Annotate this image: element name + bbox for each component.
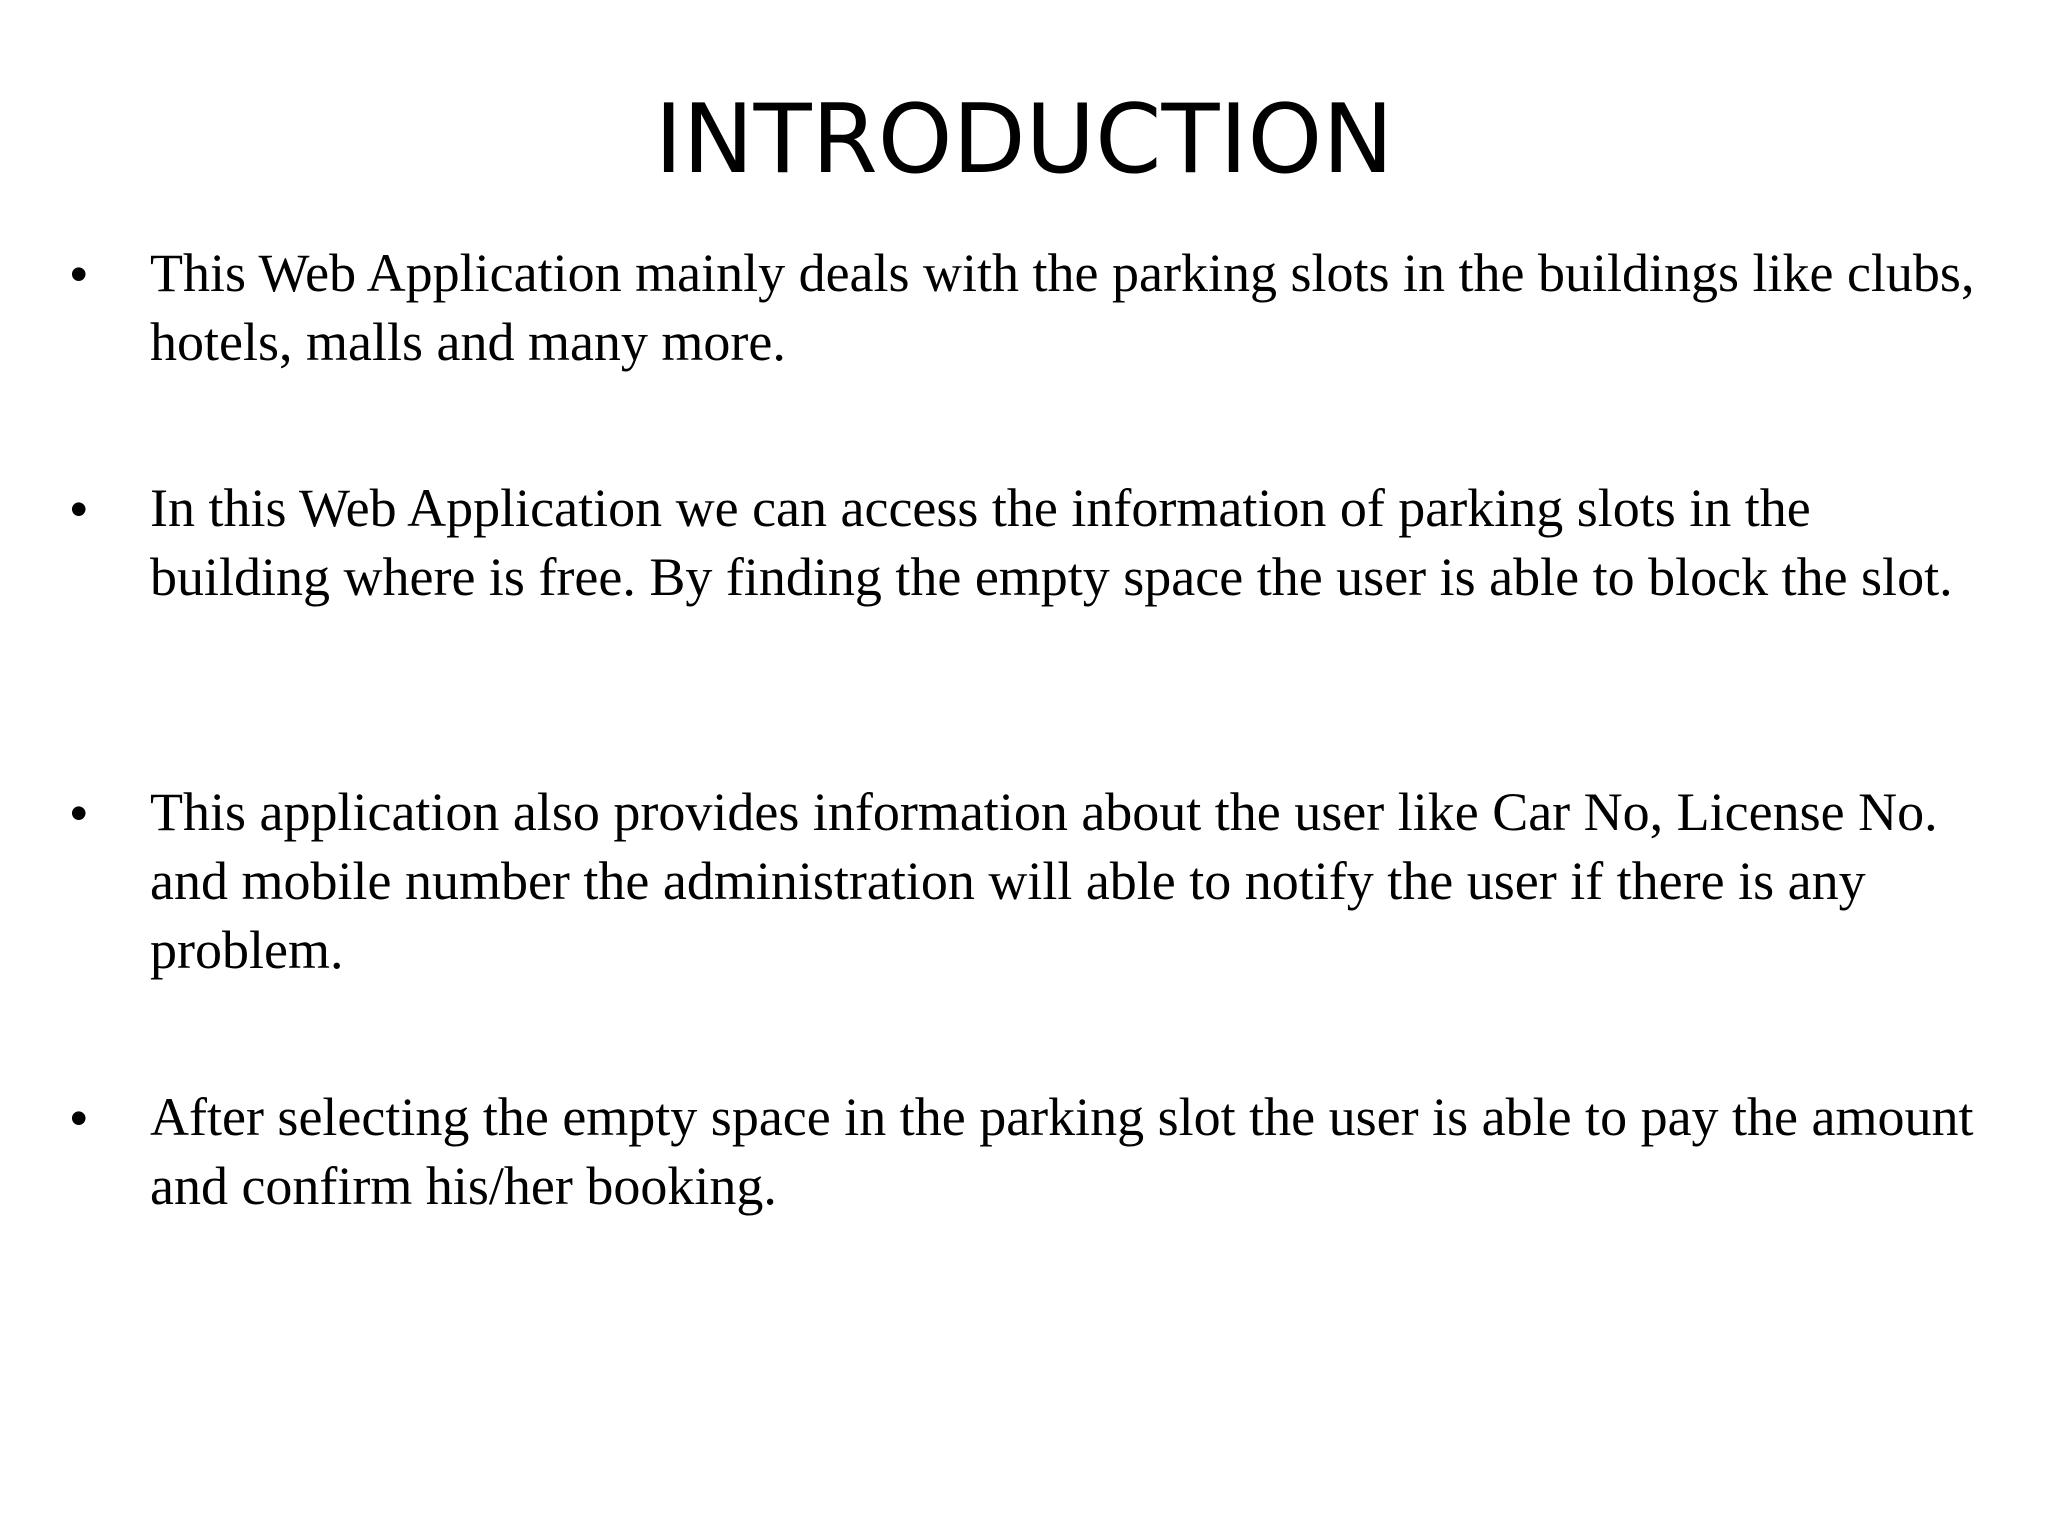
bullet-marker: • <box>70 246 88 302</box>
bullet-text: This Web Application mainly deals with the parking slots in the buildings like clubs, hotels, malls and many more. <box>150 243 1975 372</box>
bullet-marker: • <box>70 1090 88 1146</box>
bullet-text: After selecting the empty space in the parking slot the user is able to pay the amount and confirm his/her booking. <box>150 1087 1974 1216</box>
bullet-text: In this Web Application we can access the information of parking slots in the building where is free. By finding the empty space the user is able to block the slot. <box>150 478 1953 607</box>
bullet-marker: • <box>70 785 88 841</box>
bullet-marker: • <box>70 481 88 537</box>
slide-title: INTRODUCTION <box>654 85 1394 195</box>
bullet-text: This application also provides information about the user like Car No, License No. and mobile number the administration will able to notify the user if there is any problem. <box>150 782 1938 980</box>
